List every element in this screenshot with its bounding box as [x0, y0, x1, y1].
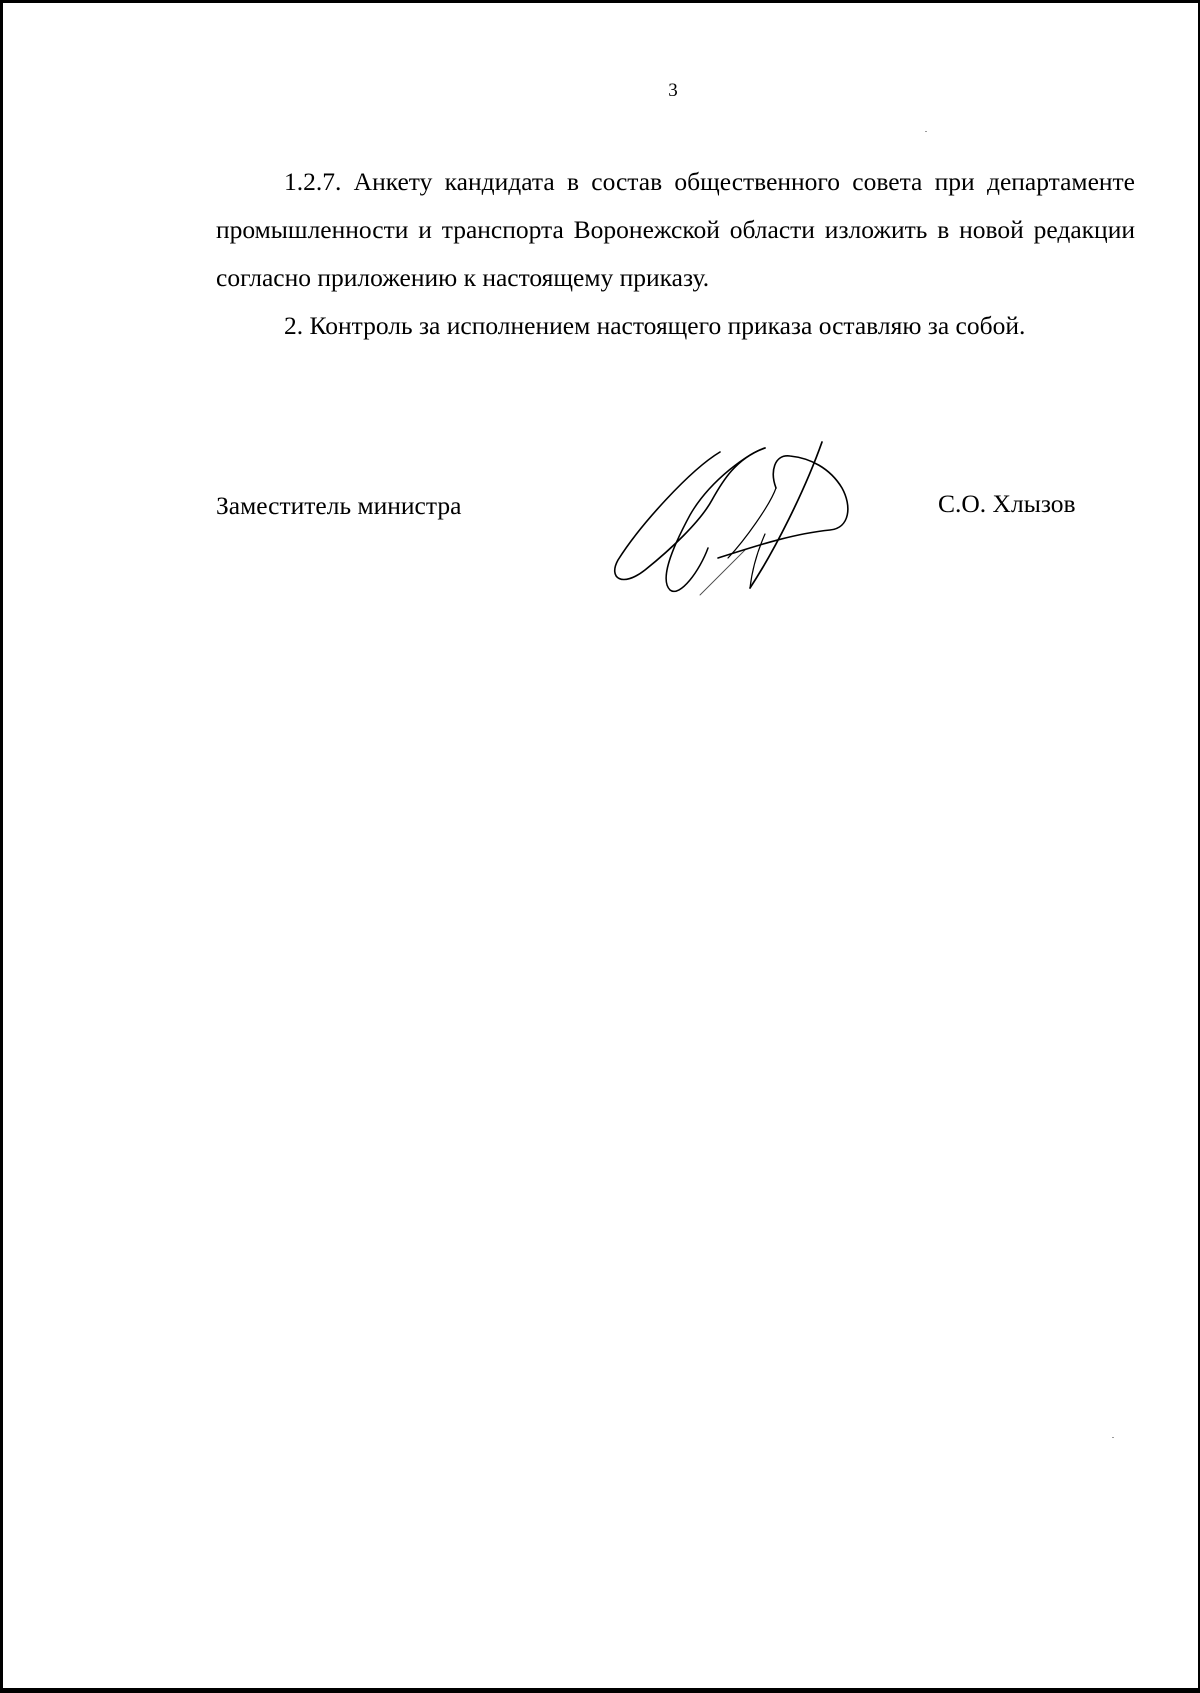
paragraph-2: 2. Контроль за исполнением настоящего приказа оставляю за собой.	[284, 311, 1026, 340]
paragraph-1-2-7: 1.2.7. Анкету кандидата в состав общественного совета при департаменте промышленности и транспорта Воронежской области изложить в новой редакции согласно приложению к настоящему приказу.	[216, 167, 1135, 292]
signer-position: Заместитель министра	[216, 491, 462, 520]
scan-speck	[925, 131, 927, 132]
scan-speck	[1112, 1437, 1114, 1438]
page-number: 3	[668, 80, 678, 101]
signature-icon	[600, 430, 860, 600]
signer-name: С.О. Хлызов	[938, 489, 1076, 518]
document-body	[216, 158, 1135, 350]
